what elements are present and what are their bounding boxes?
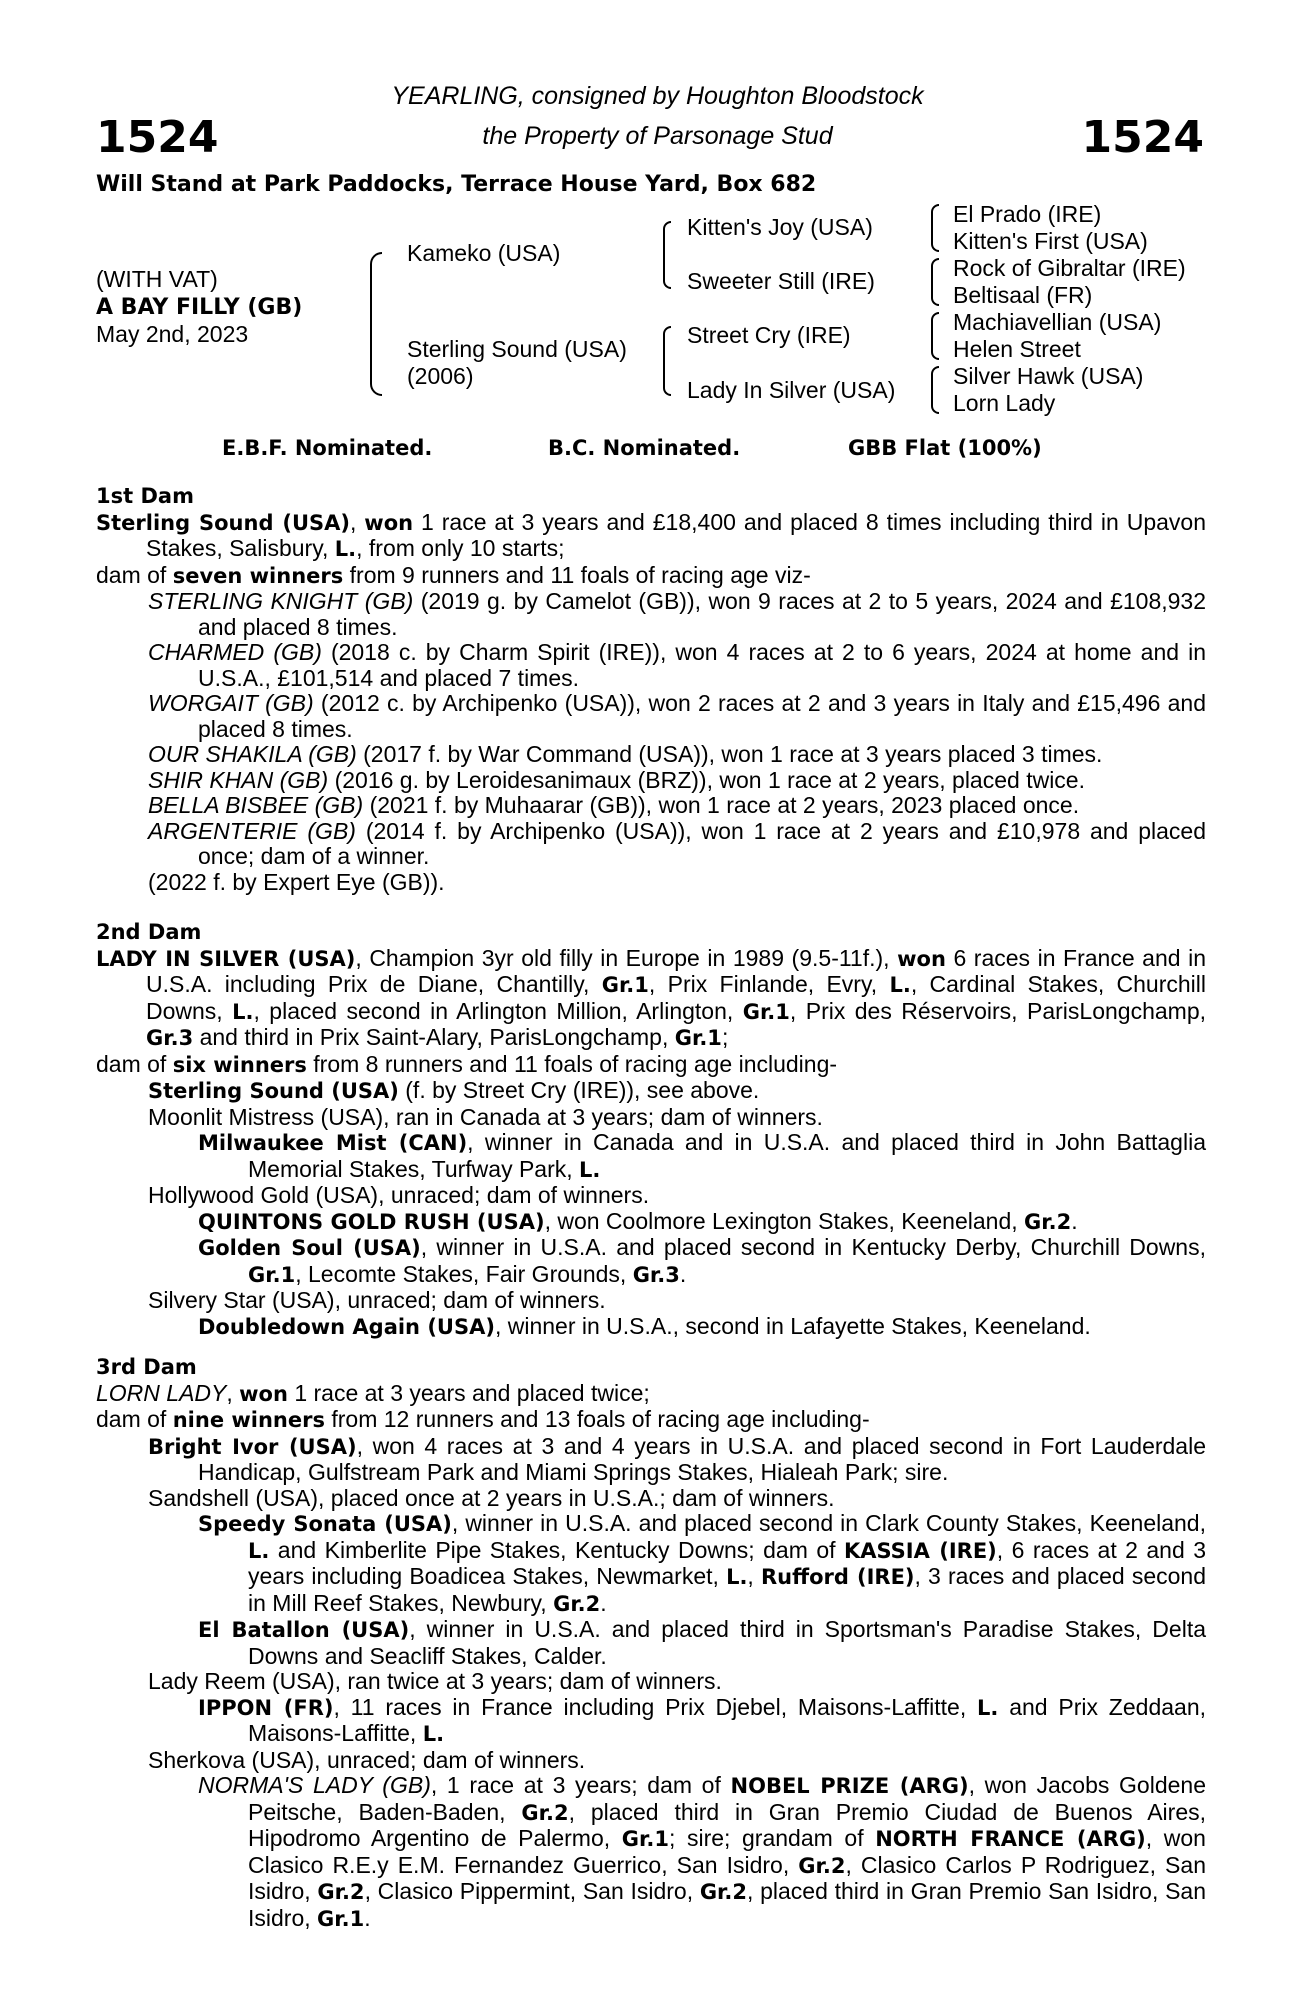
- progeny-item: CHARMED (GB) (2018 c. by Charm Spirit (IRE)), won 4 races at 2 to 6 years, 2024 at home and in U.S.A., £101,514 and placed 7 times.: [148, 639, 1206, 691]
- horse-dob: May 2nd, 2023: [96, 321, 249, 347]
- pedigree-brace-3a: [931, 204, 939, 252]
- third-dam-produce: dam of nine winners from 12 runners and 13 foals of racing age including-: [96, 1406, 870, 1432]
- second-dam-section: [96, 920, 1206, 1340]
- progeny-item: Sandshell (USA), placed once at 2 years in U.S.A.; dam of winners.: [148, 1484, 835, 1511]
- sire: Kameko (USA): [407, 240, 561, 266]
- pedigree-brace-3c: [931, 312, 939, 360]
- sire-dam: Sweeter Still (IRE): [687, 268, 875, 294]
- grand-progeny-item: QUINTONS GOLD RUSH (USA), won Coolmore Lexington Stakes, Keeneland, Gr.2.: [198, 1207, 1078, 1234]
- ebf-nomination: E.B.F. Nominated.: [222, 436, 433, 460]
- grand-progeny-item: Milwaukee Mist (CAN), winner in Canada and in U.S.A. and placed third in John Battaglia Memorial Stakes, Turfway Park, L.: [198, 1129, 1206, 1182]
- third-dam-heading: 3rd Dam: [96, 1355, 197, 1379]
- dam-dam-sire: Silver Hawk (USA): [953, 363, 1144, 389]
- sire-sire-sire: El Prado (IRE): [953, 201, 1102, 227]
- lot-number-right: 1524: [1081, 112, 1204, 163]
- grand-progeny-item: NORMA'S LADY (GB), 1 race at 3 years; dam of NOBEL PRIZE (ARG), won Jacobs Goldene Peitsche, Baden-Baden, Gr.2, placed third in Gran Premio Ciudad de Buenos Aires, Hipodromo Argentino de Palermo, Gr.1; sire; grandam of NORTH FRANCE (ARG), won Clasico R.E.y E.M. Fernandez Guerrico, San Isidro, Gr.2, Clasico Carlos P Rodriguez, San Isidro, Gr.2, Clasico Pippermint, San Isidro, Gr.2, placed third in Gran Premio San Isidro, San Isidro, Gr.1.: [198, 1772, 1206, 1931]
- dam: Sterling Sound (USA): [407, 336, 627, 362]
- dam-sire: Street Cry (IRE): [687, 322, 851, 348]
- progeny-item: Sterling Sound (USA) (f. by Street Cry (IRE)), see above.: [148, 1077, 760, 1103]
- property-line: the Property of Parsonage Stud: [482, 122, 833, 150]
- sire-sire-dam: Kitten's First (USA): [953, 228, 1148, 254]
- first-dam-section: [96, 484, 1206, 895]
- progeny-item: BELLA BISBEE (GB) (2021 f. by Muhaarar (GB)), won 1 race at 2 years, 2023 placed once.: [148, 792, 1080, 818]
- first-dam-produce: dam of seven winners from 9 runners and 11 foals of racing age viz-: [96, 561, 811, 588]
- progeny-item: (2022 f. by Expert Eye (GB)).: [148, 868, 445, 895]
- progeny-item: Hollywood Gold (USA), unraced; dam of winners.: [148, 1182, 650, 1208]
- third-dam-section: [96, 1355, 1206, 1932]
- horse-name: A BAY FILLY (GB): [96, 295, 303, 320]
- progeny-item: WORGAIT (GB) (2012 c. by Archipenko (USA)), won 2 races at 2 and 3 years in Italy and £15,496 and placed 8 times.: [148, 690, 1206, 742]
- third-dam-name: LORN LADY: [96, 1379, 227, 1406]
- progeny-item: OUR SHAKILA (GB) (2017 f. by War Command (USA)), won 1 race at 3 years placed 3 times.: [148, 741, 1103, 767]
- pedigree-brace-1: [370, 252, 382, 396]
- dam-year: (2006): [407, 363, 474, 389]
- second-dam-name: LADY IN SILVER (USA): [96, 946, 356, 971]
- progeny-item: Moonlit Mistress (USA), ran in Canada at 3 years; dam of winners.: [148, 1103, 823, 1130]
- progeny-item: Silvery Star (USA), unraced; dam of winners.: [148, 1287, 606, 1313]
- dam-dam-dam: Lorn Lady: [953, 390, 1056, 416]
- vat-note: (WITH VAT): [96, 266, 218, 292]
- second-dam-record: LADY IN SILVER (USA), Champion 3yr old filly in Europe in 1989 (9.5-11f.), won 6 races in France and in U.S.A. including Prix de Diane, Chantilly, Gr.1, Prix Finlande, Evry, L., Cardinal Stakes, Churchill Downs, L., placed second in Arlington Million, Arlington, Gr.1, Prix des Réservoirs, ParisLongchamp, Gr.3 and third in Prix Saint-Alary, ParisLongchamp, Gr.1;: [96, 944, 1207, 1050]
- first-dam-record: Sterling Sound (USA), won 1 race at 3 years and £18,400 and placed 8 times including third in Upavon Stakes, Salisbury, L., from only 10 starts;: [96, 508, 1206, 561]
- progeny-item: Bright Ivor (USA), won 4 races at 3 and 4 years in U.S.A. and placed second in Fort Lauderdale Handicap, Gulfstream Park and Miami Springs Stakes, Hialeah Park; sire.: [148, 1432, 1207, 1485]
- stand-location: Will Stand at Park Paddocks, Terrace House Yard, Box 682: [96, 172, 817, 197]
- grand-progeny-item: Golden Soul (USA), winner in U.S.A. and placed second in Kentucky Derby, Churchill Downs, Gr.1, Lecomte Stakes, Fair Grounds, Gr.3.: [198, 1234, 1206, 1287]
- gbb-flat: GBB Flat (100%): [848, 436, 1042, 460]
- dam-sire-sire: Machiavellian (USA): [953, 309, 1162, 335]
- first-dam-won: won: [364, 510, 414, 535]
- third-dam-record: LORN LADY, won 1 race at 3 years and placed twice;: [96, 1379, 650, 1406]
- grand-progeny-item: Doubledown Again (USA), winner in U.S.A., second in Lafayette Stakes, Keeneland.: [198, 1312, 1091, 1339]
- dam-sire-dam: Helen Street: [953, 336, 1081, 362]
- pedigree-brace-3d: [931, 366, 939, 414]
- second-dam-heading: 2nd Dam: [96, 920, 202, 944]
- sire-dam-sire: Rock of Gibraltar (IRE): [953, 255, 1186, 281]
- progeny-item: ARGENTERIE (GB) (2014 f. by Archipenko (USA)), won 1 race at 2 years and £10,978 and placed once; dam of a winner.: [148, 817, 1207, 869]
- sire-dam-dam: Beltisaal (FR): [953, 282, 1093, 308]
- progeny-item: Sherkova (USA), unraced; dam of winners.: [148, 1746, 586, 1773]
- first-dam-name: Sterling Sound (USA): [96, 510, 350, 535]
- pedigree-brace-dam: [663, 326, 671, 396]
- progeny-item: STERLING KNIGHT (GB) (2019 g. by Camelot (GB)), won 9 races at 2 to 5 years, 2024 and £108,932 and placed 8 times.: [148, 588, 1206, 640]
- dam-dam: Lady In Silver (USA): [687, 377, 896, 403]
- grand-progeny-item: El Batallon (USA), winner in U.S.A. and placed third in Sportsman's Paradise Stakes, Delta Downs and Seacliff Stakes, Calder.: [198, 1616, 1207, 1669]
- grand-progeny-item: IPPON (FR), 11 races in France including Prix Djebel, Maisons-Laffitte, L. and Prix Zeddaan, Maisons-Laffitte, L.: [198, 1693, 1207, 1746]
- sire-sire: Kitten's Joy (USA): [687, 214, 873, 240]
- grand-progeny-item: Speedy Sonata (USA), winner in U.S.A. and placed second in Clark County Stakes, Keeneland, L. and Kimberlite Pipe Stakes, Kentucky Downs; dam of KASSIA (IRE), 6 races at 2 and 3 years including Boadicea Stakes, Newmarket, L., Rufford (IRE), 3 races and placed second in Mill Reef Stakes, Newbury, Gr.2.: [198, 1510, 1207, 1616]
- pedigree-brace-3b: [931, 258, 939, 306]
- consignor-line: YEARLING, consigned by Houghton Bloodstock: [391, 82, 924, 110]
- progeny-item: SHIR KHAN (GB) (2016 g. by Leroidesanimaux (BRZ)), won 1 race at 2 years, placed twice.: [148, 766, 1085, 793]
- progeny-item: Lady Reem (USA), ran twice at 3 years; dam of winners.: [148, 1668, 722, 1694]
- pedigree-brace-sire: [663, 221, 671, 289]
- lot-number-left: 1524: [96, 112, 219, 163]
- first-dam-heading: 1st Dam: [96, 484, 194, 508]
- bc-nomination: B.C. Nominated.: [548, 436, 741, 460]
- second-dam-produce: dam of six winners from 8 runners and 11 foals of racing age including-: [96, 1050, 838, 1077]
